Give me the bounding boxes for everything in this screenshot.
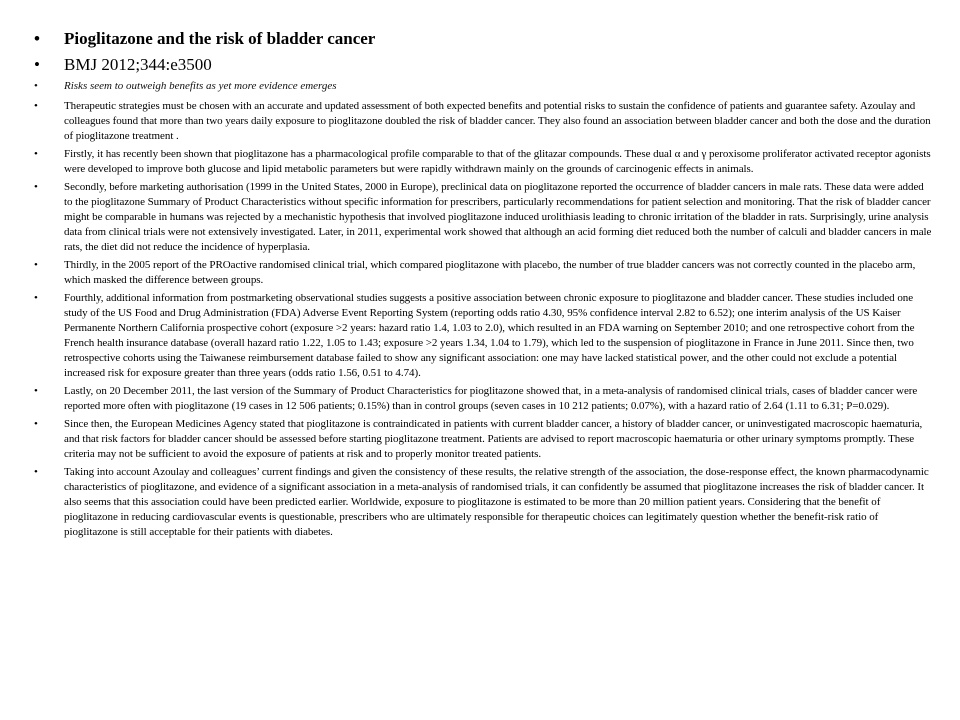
slide-title: • Pioglitazone and the risk of bladder cancer [34, 28, 932, 50]
paragraph-lastly: • Lastly, on 20 December 2011, the last version of the Summary of Product Characteristics for pioglitazone showed that, in a meta-analysis of randomised clinical trials, cases of bladder cancer were reported more often with pioglitazone (19 cases in 12 506 patients; 0.15%) than in control groups (seven cases in 10 212 patients; 0.07%), with a hazard ratio of 2.64 (1.11 to 6.31; P=0.029). [34, 384, 932, 414]
paragraph-secondly: • Secondly, before marketing authorisation (1999 in the United States, 2000 in Europe), preclinical data on pioglitazone reported the occurrence of bladder cancers in male rats. These data were added to the pioglitazone Summary of Product Characteristics without specific information for prescribers, particularly recommendations for patient selection and monitoring. That the risk of bladder cancer might be comparable in humans was rejected by a mechanistic hypothesis that involved pioglitazone induced urolithiasis leading to chronic irritation of the bladder in rats. Surprisingly, urine analysis data from clinical trials were not extensively investigated. Later, in 2011, experimental work showed that although an acid forming diet reduced both the number of calculi and bladder cancers in male rats, the diet did not reduce the incidence of hyperplasia. [34, 180, 932, 255]
bullet-list [34, 28, 932, 540]
paragraph-intro: • Therapeutic strategies must be chosen with an accurate and updated assessment of both expected benefits and potential risks to sustain the confidence of patients and guarantee safety. Azoulay and colleagues found that more than two years daily exposure to pioglitazone doubled the risk of bladder cancer. They also found an association between bladder cancer and both the dose and the duration of pioglitazone treatment . [34, 99, 932, 144]
paragraph-ema: • Since then, the European Medicines Agency stated that pioglitazone is contraindicated in patients with current bladder cancer, a history of bladder cancer, or uninvestigated macroscopic haematuria, and that risk factors for bladder cancer should be assessed before starting pioglitazone treatment. Patients are advised to report macroscopic haematuria or other urinary symptoms promptly. These criteria may not be sufficient to avoid the exposure of patients at risk and to properly monitor treated patients. [34, 417, 932, 462]
paragraph-thirdly: • Thirdly, in the 2005 report of the PROactive randomised clinical trial, which compared pioglitazone with placebo, the number of true bladder cancers was not correctly counted in the placebo arm, which masked the difference between groups. [34, 258, 932, 288]
citation: • BMJ 2012;344:e3500 [34, 54, 932, 76]
subtitle: • Risks seem to outweigh benefits as yet more evidence emerges [34, 79, 932, 93]
paragraph-firstly: • Firstly, it has recently been shown that pioglitazone has a pharmacological profile comparable to that of the glitazar compounds. These dual α and γ peroxisome proliferator activated receptor agonists were developed to improve both glucose and lipid metabolic parameters but were rapidly withdrawn mainly on the grounds of carcinogenic effects in animals. [34, 147, 932, 177]
paragraph-fourthly: • Fourthly, additional information from postmarketing observational studies suggests a positive association between chronic exposure to pioglitazone and bladder cancer. These studies included one study of the US Food and Drug Administration (FDA) Adverse Event Reporting System (reporting odds ratio 4.30, 95% confidence interval 2.82 to 6.52); one interim analysis of the US Kaiser Permanente Northern California prospective cohort (exposure >2 years: hazard ratio 1.4, 1.03 to 2.0), which resulted in an FDA warning on September 2010; and one retrospective cohort from the French health insurance database (overall hazard ratio 1.22, 1.05 to 1.43; exposure >2 years 1.34, 1.04 to 1.79), which led to the suspension of pioglitazone in France in June 2011. Since then, two retrospective cohorts using the Taiwanese reimbursement database failed to show any significant association: one may have lacked statistical power, and the other could not exclude a potential increased risk for exposure greater than three years (odds ratio 1.56, 0.51 to 4.74). [34, 291, 932, 381]
paragraph-conclusion: • Taking into account Azoulay and colleagues’ current findings and given the consistency of these results, the relative strength of the association, the dose-response effect, the known pharmacodynamic characteristics of pioglitazone, and evidence of a significant association in a meta-analysis of randomised trials, it can confidently be assumed that pioglitazone increases the risk of bladder cancer. It also seems that this association could have been predicted earlier. Worldwide, exposure to pioglitazone is estimated to be more than 20 million patient years. Considering that the benefit of pioglitazone in reducing cardiovascular events is questionable, prescribers who are ultimately responsible for therapeutic choices can legitimately question whether the benefit-risk ratio of pioglitazone is still acceptable for their patients with diabetes. [34, 465, 932, 540]
